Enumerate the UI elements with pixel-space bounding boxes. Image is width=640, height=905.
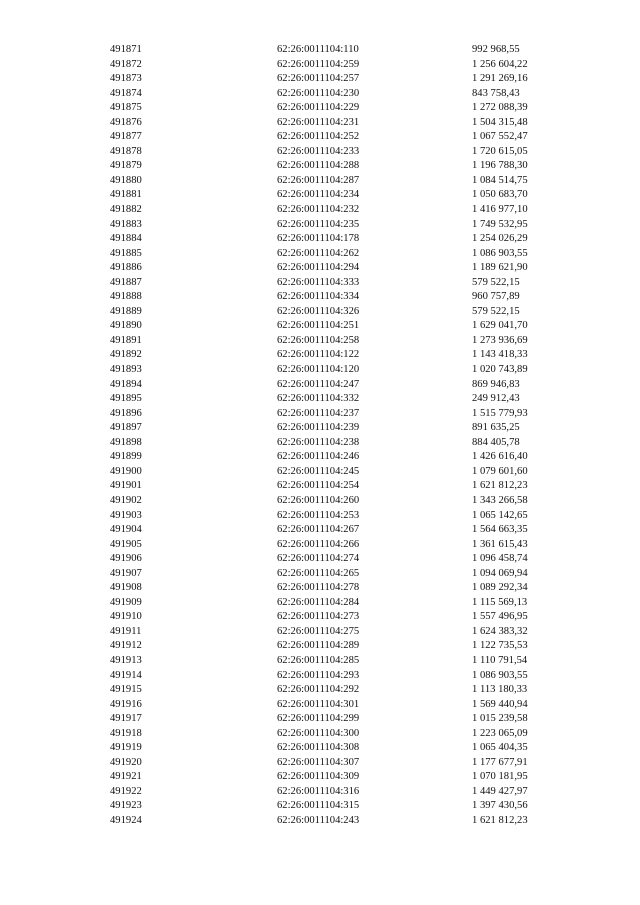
cadastral-value: 1 273 936,69 (472, 334, 528, 346)
cadastral-number: 62:26:0011104:235 (277, 218, 360, 230)
table-row (0, 450, 640, 465)
row-number: 491923 (110, 800, 142, 812)
table-row (0, 363, 640, 378)
cadastral-value: 1 070 181,95 (472, 771, 528, 783)
cadastral-number: 62:26:0011104:110 (277, 44, 359, 55)
cadastral-number: 62:26:0011104:285 (277, 654, 360, 666)
cadastral-number: 62:26:0011104:252 (277, 131, 360, 143)
cadastral-number: 62:26:0011104:326 (277, 305, 360, 317)
cadastral-number: 62:26:0011104:262 (277, 247, 360, 259)
table-row (0, 43, 640, 58)
cadastral-value: 1 397 430,56 (472, 800, 528, 812)
table-row (0, 523, 640, 538)
cadastral-number: 62:26:0011104:178 (277, 233, 360, 245)
cadastral-value: 1 621 812,23 (472, 814, 528, 826)
table-row (0, 130, 640, 145)
cadastral-value: 1 086 903,55 (472, 247, 528, 259)
cadastral-value: 1 621 812,23 (472, 480, 528, 492)
cadastral-value: 1 426 616,40 (472, 451, 528, 463)
cadastral-number: 62:26:0011104:334 (277, 291, 360, 303)
cadastral-value: 1 079 601,60 (472, 465, 528, 477)
row-number: 491879 (110, 160, 142, 172)
cadastral-value: 1 416 977,10 (472, 204, 528, 216)
cadastral-number: 62:26:0011104:308 (277, 742, 360, 754)
row-number: 491877 (110, 131, 142, 143)
cadastral-number: 62:26:0011104:238 (277, 436, 360, 448)
table-row (0, 698, 640, 713)
table-row (0, 538, 640, 553)
table-row (0, 494, 640, 509)
cadastral-value: 1 361 615,43 (472, 538, 528, 550)
cadastral-value: 1 096 458,74 (472, 553, 528, 565)
table-row (0, 741, 640, 756)
row-number: 491920 (110, 756, 142, 768)
row-number: 491896 (110, 407, 142, 419)
table-row (0, 654, 640, 669)
table-row (0, 159, 640, 174)
table-row (0, 436, 640, 451)
cadastral-value: 1 177 677,91 (472, 756, 528, 768)
cadastral-number: 62:26:0011104:332 (277, 393, 360, 405)
cadastral-number: 62:26:0011104:273 (277, 611, 360, 623)
cadastral-number: 62:26:0011104:245 (277, 465, 360, 477)
cadastral-value: 1 050 683,70 (472, 189, 528, 201)
cadastral-value: 992 968,55 (472, 44, 520, 55)
row-number: 491915 (110, 684, 142, 696)
row-number: 491887 (110, 276, 142, 288)
table-row (0, 116, 640, 131)
cadastral-value: 1 256 604,22 (472, 58, 528, 70)
table-row (0, 188, 640, 203)
row-number: 491918 (110, 727, 142, 739)
cadastral-number: 62:26:0011104:229 (277, 102, 360, 114)
row-number: 491901 (110, 480, 142, 492)
cadastral-number: 62:26:0011104:316 (277, 785, 360, 797)
cadastral-value: 249 912,43 (472, 393, 520, 405)
table-row (0, 58, 640, 73)
cadastral-value: 1 015 239,58 (472, 713, 528, 725)
table-row (0, 712, 640, 727)
row-number: 491894 (110, 378, 142, 390)
cadastral-value: 869 946,83 (472, 378, 520, 390)
row-number: 491888 (110, 291, 142, 303)
cadastral-number: 62:26:0011104:333 (277, 276, 360, 288)
row-number: 491913 (110, 654, 142, 666)
cadastral-value: 1 115 569,13 (472, 596, 528, 608)
table-row (0, 203, 640, 218)
cadastral-number: 62:26:0011104:301 (277, 698, 360, 710)
table-row (0, 625, 640, 640)
row-number: 491897 (110, 422, 142, 434)
row-number: 491885 (110, 247, 142, 259)
row-number: 491904 (110, 524, 142, 536)
cadastral-value: 1 504 315,48 (472, 116, 528, 128)
table-row (0, 770, 640, 785)
table-row (0, 799, 640, 814)
row-number: 491889 (110, 305, 142, 317)
row-number: 491903 (110, 509, 142, 521)
row-number: 491914 (110, 669, 142, 681)
cadastral-number: 62:26:0011104:251 (277, 320, 360, 332)
cadastral-number: 62:26:0011104:278 (277, 582, 360, 594)
row-number: 491882 (110, 204, 142, 216)
cadastral-value: 1 254 026,29 (472, 233, 528, 245)
cadastral-value: 1 564 663,35 (472, 524, 528, 536)
row-number: 491893 (110, 364, 142, 376)
table-row (0, 683, 640, 698)
table-row (0, 567, 640, 582)
row-number: 491905 (110, 538, 142, 550)
cadastral-number: 62:26:0011104:246 (277, 451, 360, 463)
cadastral-value: 1 449 427,97 (472, 785, 528, 797)
cadastral-number: 62:26:0011104:258 (277, 334, 360, 346)
cadastral-number: 62:26:0011104:243 (277, 814, 360, 826)
cadastral-number: 62:26:0011104:234 (277, 189, 360, 201)
table-row (0, 232, 640, 247)
row-number: 491899 (110, 451, 142, 463)
cadastral-number: 62:26:0011104:237 (277, 407, 360, 419)
row-number: 491881 (110, 189, 142, 201)
cadastral-value: 1 084 514,75 (472, 174, 528, 186)
row-number: 491874 (110, 87, 142, 99)
cadastral-number: 62:26:0011104:257 (277, 73, 360, 85)
table-row (0, 669, 640, 684)
cadastral-value: 1 143 418,33 (472, 349, 528, 361)
cadastral-number: 62:26:0011104:232 (277, 204, 360, 216)
cadastral-number: 62:26:0011104:259 (277, 58, 360, 70)
cadastral-value: 1 629 041,70 (472, 320, 528, 332)
row-number: 491922 (110, 785, 142, 797)
cadastral-value: 1 189 621,90 (472, 262, 528, 274)
cadastral-value: 1 065 404,35 (472, 742, 528, 754)
cadastral-value: 1 343 266,58 (472, 494, 528, 506)
cadastral-value: 579 522,15 (472, 276, 520, 288)
row-number: 491906 (110, 553, 142, 565)
cadastral-value: 1 122 735,53 (472, 640, 528, 652)
cadastral-number: 62:26:0011104:294 (277, 262, 360, 274)
cadastral-value: 1 094 069,94 (472, 567, 528, 579)
cadastral-number: 62:26:0011104:122 (277, 349, 360, 361)
cadastral-number: 62:26:0011104:247 (277, 378, 360, 390)
cadastral-number: 62:26:0011104:274 (277, 553, 360, 565)
cadastral-number: 62:26:0011104:292 (277, 684, 360, 696)
row-number: 491911 (110, 625, 142, 637)
row-number: 491892 (110, 349, 142, 361)
cadastral-number: 62:26:0011104:231 (277, 116, 360, 128)
cadastral-value: 1 086 903,55 (472, 669, 528, 681)
row-number: 491886 (110, 262, 142, 274)
cadastral-number: 62:26:0011104:300 (277, 727, 360, 739)
row-number: 491909 (110, 596, 142, 608)
table-row (0, 174, 640, 189)
cadastral-value: 891 635,25 (472, 422, 520, 434)
cadastral-value: 1 272 088,39 (472, 102, 528, 114)
cadastral-value: 1 557 496,95 (472, 611, 528, 623)
table-row (0, 392, 640, 407)
table-row (0, 276, 640, 291)
row-number: 491912 (110, 640, 142, 652)
row-number: 491873 (110, 73, 142, 85)
cadastral-number: 62:26:0011104:309 (277, 771, 360, 783)
row-number: 491872 (110, 58, 142, 70)
table-row (0, 348, 640, 363)
cadastral-value: 960 757,89 (472, 291, 520, 303)
cadastral-number: 62:26:0011104:284 (277, 596, 360, 608)
cadastral-number: 62:26:0011104:299 (277, 713, 360, 725)
cadastral-number: 62:26:0011104:288 (277, 160, 360, 172)
table-row (0, 407, 640, 422)
cadastral-number: 62:26:0011104:260 (277, 494, 360, 506)
cadastral-value: 1 223 065,09 (472, 727, 528, 739)
cadastral-value: 1 113 180,33 (472, 684, 528, 696)
cadastral-number: 62:26:0011104:265 (277, 567, 360, 579)
table-row (0, 596, 640, 611)
cadastral-value: 1 720 615,05 (472, 145, 528, 157)
cadastral-number: 62:26:0011104:253 (277, 509, 360, 521)
table-row (0, 145, 640, 160)
cadastral-number: 62:26:0011104:233 (277, 145, 360, 157)
cadastral-value: 1 749 532,95 (472, 218, 528, 230)
cadastral-value: 1 110 791,54 (472, 654, 528, 666)
table-row (0, 305, 640, 320)
table-row (0, 479, 640, 494)
cadastral-number: 62:26:0011104:287 (277, 174, 360, 186)
cadastral-number: 62:26:0011104:266 (277, 538, 360, 550)
table-row (0, 378, 640, 393)
row-number: 491900 (110, 465, 142, 477)
cadastral-value: 1 569 440,94 (472, 698, 528, 710)
cadastral-value-table (0, 43, 640, 829)
row-number: 491878 (110, 145, 142, 157)
row-number: 491871 (110, 44, 142, 55)
row-number: 491891 (110, 334, 142, 346)
table-row (0, 639, 640, 654)
cadastral-number: 62:26:0011104:267 (277, 524, 360, 536)
table-row (0, 465, 640, 480)
cadastral-value: 884 405,78 (472, 436, 520, 448)
table-row (0, 218, 640, 233)
cadastral-value: 1 196 788,30 (472, 160, 528, 172)
cadastral-number: 62:26:0011104:230 (277, 87, 360, 99)
table-row (0, 319, 640, 334)
cadastral-number: 62:26:0011104:120 (277, 364, 360, 376)
table-row (0, 72, 640, 87)
row-number: 491898 (110, 436, 142, 448)
table-row (0, 87, 640, 102)
row-number: 491916 (110, 698, 142, 710)
row-number: 491907 (110, 567, 142, 579)
cadastral-value: 1 291 269,16 (472, 73, 528, 85)
table-row (0, 814, 640, 829)
row-number: 491890 (110, 320, 142, 332)
cadastral-number: 62:26:0011104:254 (277, 480, 360, 492)
table-row (0, 581, 640, 596)
cadastral-number: 62:26:0011104:275 (277, 625, 360, 637)
table-row (0, 610, 640, 625)
cadastral-value: 1 624 383,32 (472, 625, 528, 637)
table-row (0, 421, 640, 436)
row-number: 491910 (110, 611, 142, 623)
row-number: 491876 (110, 116, 142, 128)
row-number: 491875 (110, 102, 142, 114)
table-row (0, 247, 640, 262)
row-number: 491883 (110, 218, 142, 230)
table-row (0, 261, 640, 276)
table-row (0, 756, 640, 771)
row-number: 491917 (110, 713, 142, 725)
row-number: 491924 (110, 814, 142, 826)
row-number: 491884 (110, 233, 142, 245)
row-number: 491902 (110, 494, 142, 506)
table-row (0, 290, 640, 305)
cadastral-value: 1 515 779,93 (472, 407, 528, 419)
cadastral-value: 1 067 552,47 (472, 131, 528, 143)
cadastral-value: 1 065 142,65 (472, 509, 528, 521)
cadastral-number: 62:26:0011104:239 (277, 422, 360, 434)
cadastral-number: 62:26:0011104:307 (277, 756, 360, 768)
cadastral-value: 843 758,43 (472, 87, 520, 99)
row-number: 491880 (110, 174, 142, 186)
cadastral-value: 1 089 292,34 (472, 582, 528, 594)
table-row (0, 509, 640, 524)
table-row (0, 552, 640, 567)
cadastral-value: 1 020 743,89 (472, 364, 528, 376)
cadastral-value: 579 522,15 (472, 305, 520, 317)
cadastral-number: 62:26:0011104:293 (277, 669, 360, 681)
row-number: 491908 (110, 582, 142, 594)
table-row (0, 785, 640, 800)
cadastral-number: 62:26:0011104:289 (277, 640, 360, 652)
table-row (0, 334, 640, 349)
cadastral-number: 62:26:0011104:315 (277, 800, 360, 812)
row-number: 491921 (110, 771, 142, 783)
row-number: 491895 (110, 393, 142, 405)
table-row (0, 727, 640, 742)
table-row (0, 101, 640, 116)
row-number: 491919 (110, 742, 142, 754)
